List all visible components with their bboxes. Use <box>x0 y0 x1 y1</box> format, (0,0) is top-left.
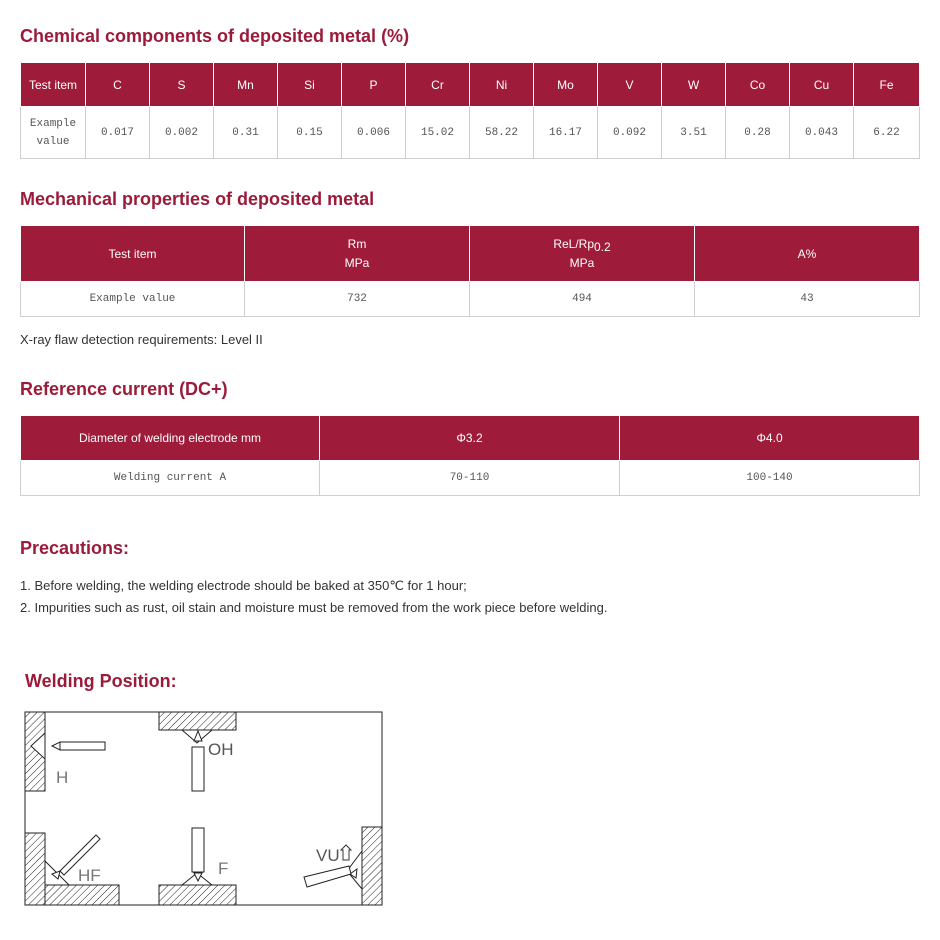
chemical-header-row <box>21 63 920 107</box>
chemical-value-c: 0.017 <box>86 107 150 159</box>
mechanical-table <box>20 225 920 317</box>
current-header-row <box>21 416 920 461</box>
table-row <box>21 282 920 317</box>
current-header-d40: Φ4.0 <box>620 416 920 461</box>
rel-label: ReL/Rp0.2 <box>553 236 611 254</box>
chemical-value-si: 0.15 <box>278 107 342 159</box>
table-row <box>21 107 920 159</box>
chemical-value-p: 0.006 <box>342 107 406 159</box>
mechanical-value-rel: 494 <box>470 282 695 317</box>
position-oh-label: OH <box>208 740 234 759</box>
mechanical-value-a: 43 <box>695 282 920 317</box>
welding-position-title: Welding Position: <box>25 671 177 691</box>
mechanical-header-rel <box>470 226 695 282</box>
rm-unit: MPa <box>344 255 370 270</box>
chemical-value-v: 0.092 <box>598 107 662 159</box>
chemical-header-mn: Mn <box>214 63 278 107</box>
position-f-label: F <box>218 859 229 878</box>
current-value-d40: 100-140 <box>620 461 920 496</box>
rel-unit: MPa <box>569 255 595 270</box>
current-header-diameter: Diameter of welding electrode mm <box>21 416 320 461</box>
chemical-value-cr: 15.02 <box>406 107 470 159</box>
chemical-header-co: Co <box>726 63 790 107</box>
chemical-header-ni: Ni <box>470 63 534 107</box>
chemical-value-co: 0.28 <box>726 107 790 159</box>
precaution-item-2: 2. Impurities such as rust, oil stain and moisture must be removed from the work piece before welding. <box>20 600 608 615</box>
mechanical-header-row <box>21 226 920 282</box>
mechanical-value-rm: 732 <box>245 282 470 317</box>
chemical-header-c: C <box>86 63 150 107</box>
chemical-value-fe: 6.22 <box>854 107 920 159</box>
chemical-value-s: 0.002 <box>150 107 214 159</box>
table-row <box>21 461 920 496</box>
mechanical-header-test-item: Test item <box>21 226 245 282</box>
chemical-value-cu: 0.043 <box>790 107 854 159</box>
position-hf-label: HF <box>78 866 101 885</box>
position-vu-label: VU <box>316 846 340 865</box>
chemical-title: Chemical components of deposited metal (%) <box>20 26 410 46</box>
chemical-header-s: S <box>150 63 214 107</box>
mechanical-row-label: Example value <box>21 282 245 317</box>
chemical-table <box>20 62 920 159</box>
chemical-header-cr: Cr <box>406 63 470 107</box>
chemical-value-mn: 0.31 <box>214 107 278 159</box>
current-table <box>20 415 920 496</box>
chemical-value-mo: 16.17 <box>534 107 598 159</box>
chemical-header-fe: Fe <box>854 63 920 107</box>
mechanical-header-a: A% <box>695 226 920 282</box>
mechanical-title: Mechanical properties of deposited metal <box>20 189 375 209</box>
chemical-header-si: Si <box>278 63 342 107</box>
chemical-header-cu: Cu <box>790 63 854 107</box>
rm-label: Rm <box>347 236 367 251</box>
current-value-d32: 70-110 <box>320 461 620 496</box>
precautions-title: Precautions: <box>20 538 130 558</box>
current-header-d32: Φ3.2 <box>320 416 620 461</box>
chemical-value-w: 3.51 <box>662 107 726 159</box>
welding-position-diagram <box>24 711 384 907</box>
chemical-header-p: P <box>342 63 406 107</box>
chemical-header-test-item: Test item <box>21 63 86 107</box>
current-title: Reference current (DC+) <box>20 379 228 399</box>
xray-requirement: X-ray flaw detection requirements: Level II <box>20 332 263 347</box>
chemical-row-label: Example value <box>21 107 86 159</box>
chemical-header-v: V <box>598 63 662 107</box>
chemical-header-w: W <box>662 63 726 107</box>
mechanical-header-rm <box>245 226 470 282</box>
chemical-header-mo: Mo <box>534 63 598 107</box>
precaution-item-1: 1. Before welding, the welding electrode should be baked at 350℃ for 1 hour; <box>20 578 467 593</box>
current-row-label: Welding current A <box>21 461 320 496</box>
position-h-label: H <box>56 768 69 787</box>
chemical-value-ni: 58.22 <box>470 107 534 159</box>
